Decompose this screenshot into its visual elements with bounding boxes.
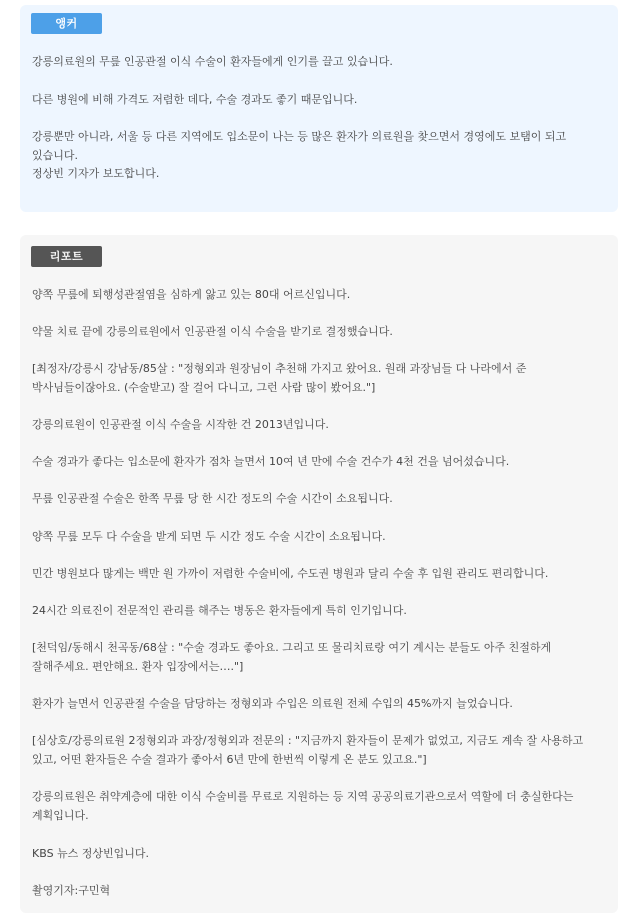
report-paragraph: 민간 병원보다 많게는 백만 원 가까이 저렴한 수술비에, 수도권 병원과 달리 수술 후 입원 관리도 편리합니다.: [32, 567, 549, 580]
camera-credit: 촬영기자:구민혁: [32, 884, 111, 897]
reporter-signoff: KBS 뉴스 정상빈입니다.: [32, 847, 150, 860]
report-paragraph: 강릉의료원이 인공관절 이식 수술을 시작한 건 2013년입니다.: [32, 418, 329, 431]
anchor-paragraph: 다른 병원에 비해 가격도 저렴한 데다, 수술 경과도 좋기 때문입니다.: [32, 93, 358, 106]
anchor-paragraph: 정상빈 기자가 보도합니다.: [32, 167, 160, 180]
anchor-paragraph: 강릉의료원의 무릎 인공관절 이식 수술이 환자들에게 인기를 끌고 있습니다.: [32, 55, 393, 68]
report-tag: 리포트: [31, 246, 102, 267]
report-paragraph: 환자가 늘면서 인공관절 수술을 담당하는 정형외과 수입은 의료원 전체 수입의 45%까지 늘었습니다.: [32, 697, 513, 710]
anchor-section: [20, 5, 618, 212]
anchor-paragraph: 강릉뿐만 아니라, 서울 등 다른 지역에도 입소문이 나는 등 많은 환자가 의료원을 찾으면서 경영에도 보탬이 되고 있습니다.: [32, 130, 567, 162]
interview-quote: [천덕임/동해시 천곡동/68살 : "수술 경과도 좋아요. 그리고 또 물리치료랑 여기 계시는 분들도 아주 친절하게 잘해주세요. 편안해요. 환자 입장에서는…."]: [32, 641, 552, 673]
report-paragraph: 무릎 인공관절 수술은 한쪽 무릎 당 한 시간 정도의 수술 시간이 소요됩니다.: [32, 492, 393, 505]
report-paragraph: 강릉의료원은 취약계층에 대한 이식 수술비를 무료로 지원하는 등 지역 공공의료기관으로서 역할에 더 충실한다는 계획입니다.: [32, 790, 574, 822]
report-section: [20, 235, 618, 913]
interview-quote: [심상호/강릉의료원 2정형외과 과장/정형외과 전문의 : "지금까지 환자들이 문제가 없었고, 지금도 계속 잘 사용하고 있고, 어떤 환자들은 수술 결과가 좋아서 6년 만에 한번씩 이렇게 온 분도 있고요."]: [32, 734, 584, 766]
interview-quote: [최정자/강릉시 강남동/85살 : "정형외과 원장님이 추천해 가지고 왔어요. 원래 과장님들 다 나라에서 준 박사님들이잖아요. (수술받고) 잘 걸어 다니고, 그런 사람 많이 봤어요."]: [32, 362, 527, 394]
report-paragraph: 약물 치료 끝에 강릉의료원에서 인공관절 이식 수술을 받기로 결정했습니다.: [32, 325, 393, 338]
report-paragraph: 수술 경과가 좋다는 입소문에 환자가 점차 늘면서 10여 년 만에 수술 건수가 4천 건을 넘어섰습니다.: [32, 455, 510, 468]
report-paragraph: 양쪽 무릎 모두 다 수술을 받게 되면 두 시간 정도 수술 시간이 소요됩니다.: [32, 530, 386, 543]
report-paragraph: 양쪽 무릎에 퇴행성관절염을 심하게 앓고 있는 80대 어르신입니다.: [32, 288, 351, 301]
anchor-tag: 앵커: [31, 13, 102, 34]
report-paragraph: 24시간 의료진이 전문적인 관리를 해주는 병동은 환자들에게 특히 인기입니다.: [32, 604, 407, 617]
